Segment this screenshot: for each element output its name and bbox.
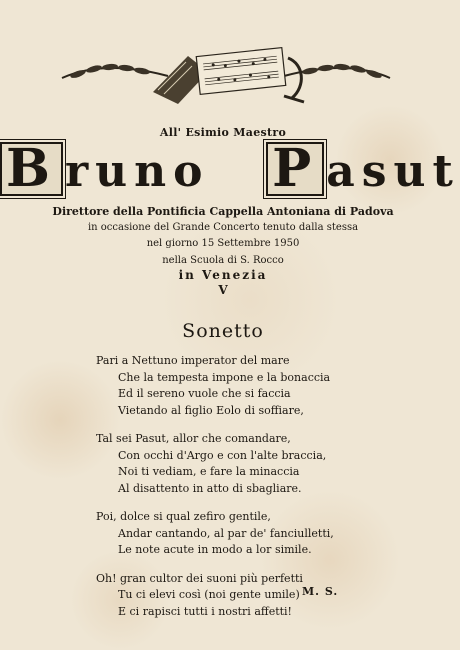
verse-line: Poi, dolce si qual zefiro gentile, bbox=[96, 510, 271, 523]
name-part-2: asut bbox=[326, 146, 460, 197]
verse-line: Vietando al figlio Eolo di soffiare, bbox=[118, 403, 304, 417]
verse-line: Noi ti vediam, e fare la minaccia bbox=[118, 465, 300, 478]
venue-line: nella Scuola di S. Rocco bbox=[162, 255, 284, 266]
stanza bbox=[96, 353, 396, 419]
decorated-initial-b: B bbox=[0, 142, 63, 196]
name-part-1: runo bbox=[64, 146, 210, 197]
verse-line: Le note acute in modo a lor simile. bbox=[118, 543, 312, 556]
honoree-name bbox=[0, 138, 460, 199]
decorated-initial-p: P bbox=[266, 142, 324, 196]
verse-line: E ci rapisci tutti i nostri affetti! bbox=[118, 604, 292, 618]
verse-line: Che la tempesta impone e la bonaccia bbox=[118, 370, 331, 384]
verse-line: Ed il sereno vuole che si faccia bbox=[118, 387, 291, 400]
verse-line: Oh! gran cultor dei suoni più perfetti bbox=[96, 571, 303, 585]
occasion-line: in occasione del Grande Concerto tenuto dalla stessa bbox=[87, 222, 359, 233]
stanza bbox=[96, 509, 396, 559]
verse-line: Tu ci elevi così (noi gente umile) bbox=[118, 588, 300, 601]
verse-line: Tal sei Pasut, allor che comandare, bbox=[96, 432, 291, 445]
verse-line: Pari a Nettuno imperator del mare bbox=[96, 354, 290, 367]
date-line: nel giorno 15 Settembre 1950 bbox=[146, 238, 300, 249]
stanza bbox=[96, 431, 396, 497]
director-title: Direttore della Pontificia Cappella Antoniana di Padova bbox=[52, 205, 394, 218]
verse-line: Con occhi d'Argo e con l'alte braccia, bbox=[118, 448, 327, 462]
salutation: All' Esimio Maestro bbox=[159, 126, 287, 139]
author-signature: M. S. bbox=[302, 585, 339, 598]
sonnet-body bbox=[96, 353, 396, 632]
musical-ornament-icon bbox=[58, 42, 394, 108]
city-line: in Venezia bbox=[178, 268, 268, 282]
verse-line: Al disattento in atto di sbagliare. bbox=[118, 481, 302, 495]
divider-mark: V bbox=[218, 283, 228, 297]
verse-line: Andar cantando, al par de' fanciulletti, bbox=[118, 526, 334, 540]
stanza bbox=[96, 571, 396, 621]
poem-heading: Sonetto bbox=[182, 320, 264, 342]
